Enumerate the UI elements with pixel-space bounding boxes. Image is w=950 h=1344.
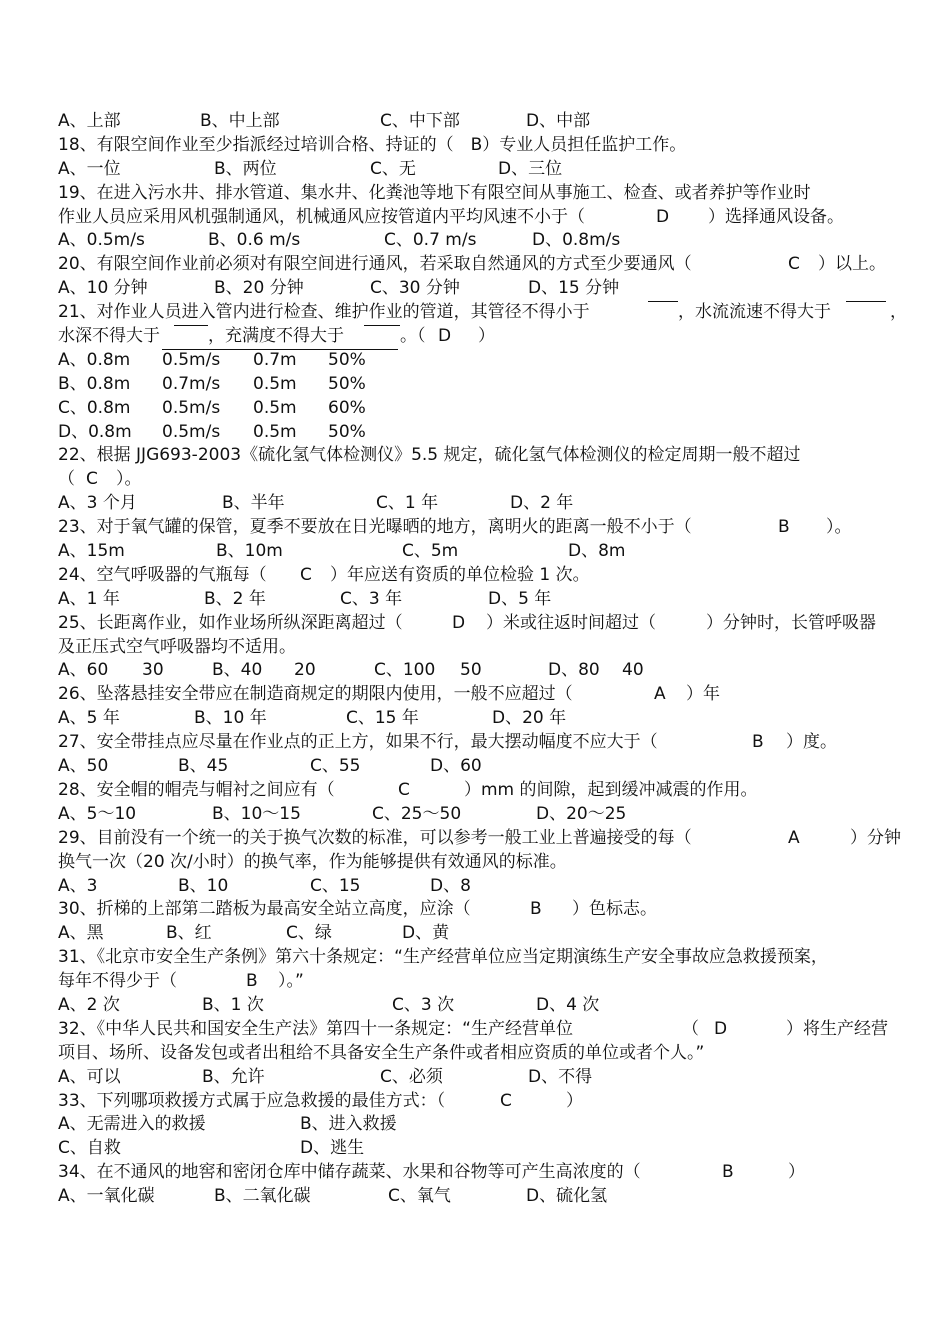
text-segment: ）度。 — [786, 732, 837, 753]
text-line — [58, 922, 898, 946]
text-segment: 项目、场所、设备发包或者出租给不具备安全生产条件或者相应资质的单位或者个人。” — [58, 1042, 705, 1063]
text-segment: 0.5m/s — [162, 349, 221, 370]
text-segment: ）米或往返时间超过（ — [486, 612, 656, 633]
text-segment: D、8 — [430, 875, 471, 896]
text-segment: B、1 次 — [202, 994, 264, 1015]
text-segment: B、20 分钟 — [214, 278, 304, 299]
text-segment: B — [722, 1162, 734, 1183]
text-line — [58, 612, 898, 636]
text-segment: 33、下列哪项救援方式属于应急救援的最佳方式：（ — [58, 1090, 446, 1111]
text-segment: C — [788, 254, 800, 275]
text-segment: 。（ — [400, 326, 426, 347]
text-segment: A、0.8m — [58, 349, 131, 370]
text-line — [58, 707, 898, 731]
text-segment: 50% — [328, 421, 366, 442]
text-segment: A、10 分钟 — [58, 278, 148, 299]
text-line — [58, 683, 898, 707]
fill-blank — [174, 325, 208, 326]
text-line — [58, 564, 898, 588]
text-segment: D、三位 — [498, 158, 563, 179]
text-line — [58, 588, 898, 612]
text-segment: D — [656, 206, 670, 227]
text-segment: 0.7m/s — [162, 373, 221, 394]
text-segment: B、0.8m — [58, 373, 131, 394]
text-segment: B、允许 — [202, 1066, 265, 1087]
text-line — [58, 1018, 898, 1042]
text-segment: 0.5m/s — [162, 421, 221, 442]
text-segment: 60% — [328, 397, 366, 418]
text-segment: A、上部 — [58, 111, 121, 131]
text-segment: A、一位 — [58, 158, 121, 179]
text-line — [58, 1090, 898, 1114]
text-segment: （ — [58, 469, 75, 490]
text-segment: C、100 — [374, 660, 436, 681]
text-line — [58, 827, 901, 851]
text-line — [58, 158, 898, 182]
text-line — [58, 301, 907, 325]
text-segment: C — [86, 469, 98, 490]
text-segment: C、自救 — [58, 1138, 121, 1159]
text-segment: 23、对于氧气罐的保管，夏季不要放在日光曝晒的地方，离明火的距离一般不小于（ — [58, 517, 692, 538]
text-line — [58, 779, 898, 803]
text-segment: 19、在进入污水井、排水管道、集水井、化粪池等地下有限空间从事施工、检查、或者养护等作业时 — [58, 182, 811, 203]
text-segment: D、15 分钟 — [528, 278, 620, 299]
text-segment: C — [500, 1090, 512, 1111]
text-line — [58, 397, 898, 421]
text-segment: ）。 — [826, 517, 852, 538]
text-segment: D、2 年 — [510, 493, 574, 514]
text-segment: C、无 — [370, 158, 416, 179]
text-segment: 18、有限空间作业至少指派经过培训合格、持证的（ B）专业人员担任监护工作。 — [58, 134, 687, 155]
text-line — [58, 731, 898, 755]
text-segment: 每年不得少于（ — [58, 971, 177, 992]
text-segment: B、进入救援 — [300, 1114, 397, 1135]
text-segment: D、0.8m — [58, 421, 132, 442]
text-segment: D、60 — [430, 756, 482, 777]
text-line — [58, 803, 898, 827]
text-segment: C、30 分钟 — [370, 278, 460, 299]
text-segment: A、50 — [58, 756, 109, 777]
text-segment: A、5～10 — [58, 803, 137, 824]
text-segment: C、必须 — [380, 1066, 443, 1087]
text-line — [58, 134, 898, 158]
text-line — [58, 182, 898, 206]
text-segment: ）色标志。 — [572, 899, 657, 920]
text-segment: ）分钟时，长管呼吸器 — [706, 612, 876, 633]
text-segment: B、10～15 — [212, 803, 301, 824]
text-segment: D — [714, 1018, 728, 1039]
text-line — [58, 875, 898, 899]
text-segment: A、2 次 — [58, 994, 120, 1015]
text-line — [58, 349, 898, 373]
text-line — [58, 659, 898, 683]
text-line — [58, 468, 898, 492]
text-segment: A、3 — [58, 875, 98, 896]
text-line — [58, 1113, 898, 1137]
text-segment: D、中部 — [526, 111, 591, 131]
text-segment: D、硫化氢 — [526, 1186, 608, 1207]
text-segment: A、5 年 — [58, 708, 120, 729]
text-segment: 换气一次（20 次/小时）的换气率，作为能够提供有效通风的标准。 — [58, 851, 567, 872]
text-segment: ）年应送有资质的单位检验 1 次。 — [330, 564, 590, 585]
text-segment: ， — [890, 302, 907, 323]
text-segment: D、不得 — [528, 1066, 593, 1087]
text-segment: 0.5m/s — [162, 397, 221, 418]
text-segment: 30、折梯的上部第二踏板为最高安全站立高度，应涂（ — [58, 899, 471, 920]
text-line — [58, 994, 898, 1018]
text-segment: A、无需进入的救援 — [58, 1114, 206, 1135]
text-segment: C、0.8m — [58, 397, 131, 418]
text-line — [58, 516, 898, 540]
text-segment: 31、《北京市安全生产条例》第六十条规定：“生产经营单位应当定期演练生产安全事故应急救援预案， — [58, 947, 828, 968]
text-segment: ）。” — [278, 971, 304, 992]
text-segment: 50 — [460, 660, 482, 681]
text-segment: A、60 — [58, 660, 109, 681]
text-segment: 24、空气呼吸器的气瓶每（ — [58, 564, 267, 585]
text-segment: 25、长距离作业，如作业场所纵深距离超过（ — [58, 612, 403, 633]
text-line — [58, 946, 898, 970]
text-segment: B、2 年 — [204, 588, 266, 609]
text-segment: C、5m — [402, 541, 459, 562]
text-segment: A、可以 — [58, 1066, 121, 1087]
text-segment: 29、目前没有一个统一的关于换气次数的标准，可以参考一般工业上普遍接受的每（ — [58, 827, 692, 848]
text-segment: C、1 年 — [376, 493, 439, 514]
text-segment: C — [300, 564, 312, 585]
text-segment: ）mm 的间隙，起到缓冲减震的作用。 — [464, 779, 758, 800]
text-segment: B、半年 — [222, 493, 285, 514]
text-segment: 20 — [294, 660, 316, 681]
text-segment: D — [452, 612, 466, 633]
text-segment: 及正压式空气呼吸器均不适用。 — [58, 636, 296, 657]
text-line — [58, 444, 898, 468]
text-segment: C、15 年 — [346, 708, 419, 729]
text-segment: B — [752, 732, 764, 753]
text-segment: 0.5m — [253, 373, 297, 394]
text-segment: ） — [566, 1090, 583, 1111]
text-segment: B、红 — [166, 923, 212, 944]
text-segment: C、绿 — [286, 923, 332, 944]
text-segment: C、3 次 — [392, 994, 455, 1015]
text-segment: 32、《中华人民共和国安全生产法》第四十一条规定：“生产经营单位 — [58, 1018, 573, 1039]
text-segment: B、40 — [212, 660, 263, 681]
text-segment: B、中上部 — [200, 111, 280, 131]
text-segment: 50% — [328, 349, 366, 370]
text-segment: 27、安全带挂点应尽量在作业点的正上方，如果不行，最大摆动幅度不应大于（ — [58, 732, 658, 753]
text-segment: 0.5m — [253, 397, 297, 418]
fill-blank — [364, 325, 400, 326]
text-segment: A、黑 — [58, 923, 104, 944]
text-segment: 0.5m — [253, 421, 297, 442]
text-segment: 0.7m — [253, 349, 297, 370]
text-segment: B、10 年 — [194, 708, 267, 729]
text-segment: C、氧气 — [388, 1186, 451, 1207]
text-segment: ，充满度不得大于 — [208, 326, 344, 347]
text-segment: ）以上。 — [818, 254, 886, 275]
text-segment: ）将生产经营 — [786, 1018, 888, 1039]
text-segment: D、逃生 — [300, 1138, 365, 1159]
text-line — [58, 1161, 898, 1185]
text-segment: A、0.5m/s — [58, 230, 145, 251]
text-segment: D、8m — [568, 541, 626, 562]
text-line — [58, 755, 898, 779]
text-segment: ） — [478, 326, 495, 347]
text-segment: D、20 年 — [492, 708, 567, 729]
fill-blank — [648, 301, 678, 302]
text-segment: C、15 — [310, 875, 361, 896]
text-segment: ）选择通风设备。 — [708, 206, 844, 227]
text-line — [58, 1066, 898, 1090]
text-segment: B — [246, 971, 258, 992]
text-segment: ，水流流速不得大于 — [678, 302, 831, 323]
text-segment: B、45 — [178, 756, 229, 777]
exam-page — [58, 110, 907, 1209]
text-segment: 20、有限空间作业前必须对有限空间进行通风，若采取自然通风的方式至少要通风（ — [58, 254, 692, 275]
text-line — [58, 851, 898, 875]
text-line — [58, 206, 898, 230]
text-line — [58, 373, 898, 397]
text-segment: C、25～50 — [372, 803, 462, 824]
text-segment: 30 — [142, 660, 164, 681]
text-line — [58, 325, 898, 349]
text-segment: C、中下部 — [380, 111, 460, 131]
text-segment: A、一氧化碳 — [58, 1186, 155, 1207]
text-segment: 28、安全帽的帽壳与帽衬之间应有（ — [58, 779, 335, 800]
text-segment: ） — [788, 1162, 805, 1183]
text-segment: B、二氧化碳 — [214, 1186, 311, 1207]
text-segment: 26、坠落悬挂安全带应在制造商规定的期限内使用，一般不应超过（ — [58, 684, 573, 705]
text-segment: B、0.6 m/s — [208, 230, 301, 251]
text-segment: 21、对作业人员进入管内进行检查、维护作业的管道，其管径不得小于 — [58, 302, 590, 323]
text-segment: 22、根据 JJG693-2003《硫化氢气体检测仪》5.5 规定，硫化氢气体检测仪的检定周期一般不超过 — [58, 445, 801, 466]
text-line — [58, 1185, 898, 1209]
text-segment: A、3 个月 — [58, 493, 137, 514]
text-line — [58, 492, 898, 516]
text-segment: D、80 — [548, 660, 600, 681]
text-segment: ）分钟 — [850, 827, 901, 848]
fill-blank — [846, 301, 886, 302]
text-segment: A、15m — [58, 541, 125, 562]
text-line — [58, 898, 898, 922]
text-line — [58, 970, 898, 994]
text-line — [58, 110, 898, 134]
text-line — [58, 1042, 898, 1066]
text-line — [58, 636, 898, 660]
text-segment: D、0.8m/s — [532, 230, 621, 251]
text-line — [58, 540, 898, 564]
text-segment: 40 — [622, 660, 644, 681]
text-segment: 作业人员应采用风机强制通风，机械通风应按管道内平均风速不小于（ — [58, 206, 585, 227]
text-segment: ）年 — [686, 684, 720, 705]
text-segment: 水深不得大于 — [58, 326, 160, 347]
text-line — [58, 229, 898, 253]
text-segment: A、1 年 — [58, 588, 120, 609]
text-segment: D — [438, 326, 452, 347]
text-segment: 50% — [328, 373, 366, 394]
text-segment: C — [398, 779, 410, 800]
text-segment: （ — [682, 1018, 699, 1039]
text-segment: B、10 — [178, 875, 229, 896]
text-segment: C、0.7 m/s — [384, 230, 477, 251]
text-segment: D、20～25 — [536, 803, 627, 824]
text-line — [58, 253, 898, 277]
text-segment: C、55 — [310, 756, 361, 777]
text-segment: B — [530, 899, 542, 920]
text-segment: 34、在不通风的地窖和密闭仓库中储存蔬菜、水果和谷物等可产生高浓度的（ — [58, 1162, 641, 1183]
text-segment: D、黄 — [402, 923, 450, 944]
text-segment: B、两位 — [214, 158, 277, 179]
text-segment: A — [654, 684, 666, 705]
text-segment: C、3 年 — [340, 588, 403, 609]
text-segment: B、10m — [216, 541, 283, 562]
text-segment: ）。 — [116, 469, 142, 490]
text-line — [58, 277, 898, 301]
text-line — [58, 421, 898, 445]
text-segment: A — [788, 827, 800, 848]
text-line — [58, 1137, 898, 1161]
text-segment: B — [778, 517, 790, 538]
text-segment: D、5 年 — [488, 588, 552, 609]
text-segment: D、4 次 — [536, 994, 600, 1015]
